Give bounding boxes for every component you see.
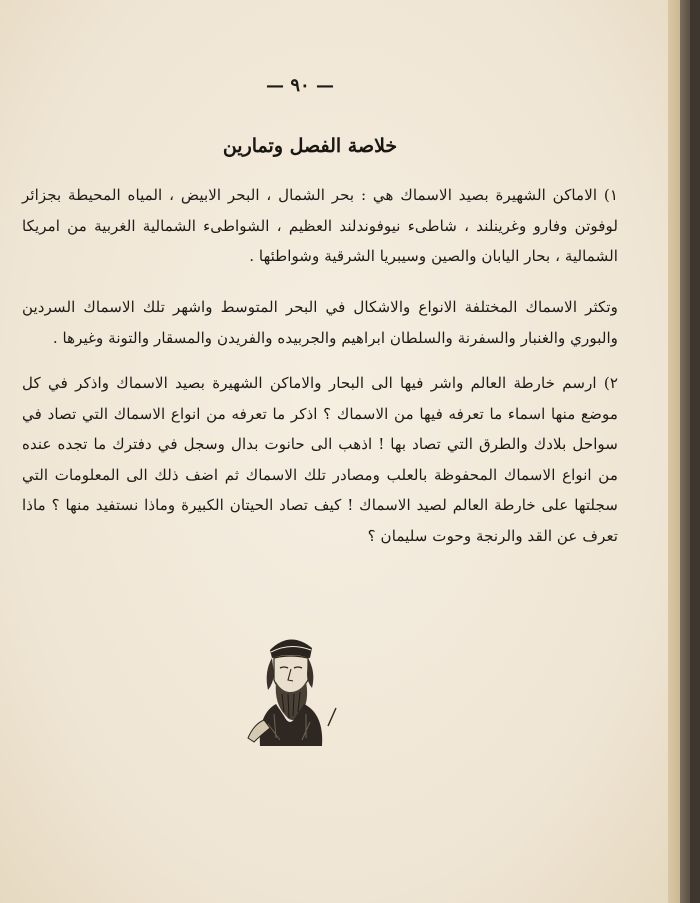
page-number: — ٩٠ —	[266, 75, 334, 96]
paragraph-exercises: ٢) ارسم خارطة العالم واشر فيها الى البحار والاماكن الشهيرة بصيد الاسماك واذكر في كل موضع منها اسماء ما تعرفه فيها من الاسماك ؟ اذكر ما تعرفه من انواع الاسماك التي تصاد في سواحل بلادك والطرق التي تصاد بها ! اذهب الى حانوت بدال وسجل في دفترك ما تجده عنده من انواع الاسماك المحفوظة بالعلب ومصادر تلك الاسماك ثم اضف ذلك الى المعلومات التي سجلتها على خارطة العالم لصيد الاسماك ! كيف تصاد الحيتان الكبيرة وماذا نستفيد منها ؟ ماذا تعرف عن القد والرنجة وحوت سليمان ؟	[22, 374, 618, 545]
book-cover-edge	[690, 0, 700, 903]
bearded-man-portrait-icon	[240, 628, 340, 746]
paragraph-fishing-places: ١) الاماكن الشهيرة بصيد الاسماك هي : بحر الشمال ، البحر الابيض ، المياه المحيطة بجزائر لوفوتن وفارو وغرينلند ، شاطىء نيوفوندلند العظيم ، الشواطىء الشمالية الغربية من امريكا الشمالية ، بحار اليابان والصين وسيبريا الشرقية وشواطئها .	[22, 186, 618, 265]
paragraph-mediterranean-fish: وتكثر الاسماك المختلفة الانواع والاشكال في البحر المتوسط واشهر تلك الاسماك السردين والبوري والغنبار والسفرنة والسلطان ابراهيم والجربيده والفريدن والمسقار والتونة وغيرها .	[22, 298, 618, 347]
page-edge	[668, 0, 680, 903]
chapter-summary-title: خلاصة الفصل وتمارين	[222, 135, 398, 157]
book-spine-shadow	[680, 0, 690, 903]
